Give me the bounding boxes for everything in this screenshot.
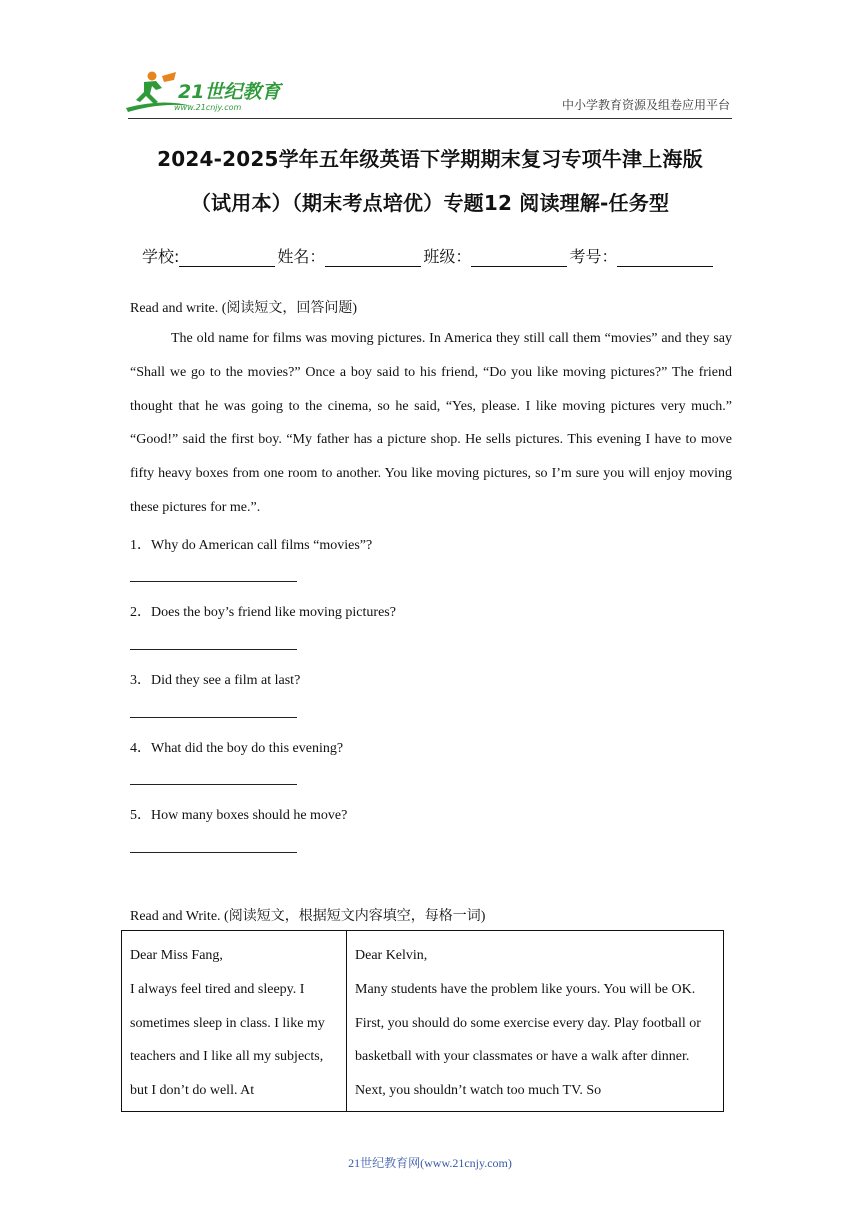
letter-right-body: Many students have the problem like yours. You will be OK. First, you should do some exercise every day. Play football or basketball with your classmates or have a walk after dinner. Next, you shouldn’t watch too much TV. So xyxy=(355,981,701,1099)
page-header xyxy=(0,0,860,126)
letter-left-cell xyxy=(122,931,347,1111)
answer-line-3[interactable] xyxy=(130,717,297,718)
school-blank[interactable] xyxy=(179,248,275,267)
class-blank[interactable] xyxy=(471,248,567,267)
name-label: 姓名： xyxy=(277,247,326,266)
letters-table xyxy=(121,930,724,1112)
question-5: 5．How many boxes should he move? xyxy=(130,808,348,823)
number-blank[interactable] xyxy=(617,248,713,267)
question-2: 2．Does the boy’s friend like moving pictures? xyxy=(130,605,396,620)
question-4: 4．What did the boy do this evening? xyxy=(130,741,344,756)
answer-line-2[interactable] xyxy=(130,649,297,650)
logo-21cnjy xyxy=(122,68,292,116)
school-label: 学校: xyxy=(142,247,180,266)
page-footer: 21世纪教育网(www.21cnjy.com) xyxy=(348,1156,512,1170)
logo-url: www.21cnjy.com xyxy=(174,103,242,112)
answer-line-1[interactable] xyxy=(130,581,297,582)
logo-flag-icon xyxy=(162,72,176,82)
platform-name: 中小学教育资源及组卷应用平台 xyxy=(561,98,730,112)
reading-passage: The old name for films was moving pictures. In America they still call them “movies” and they say “Shall we go to the movies?” Once a boy said to his friend, “Do you like moving pictures?” The friend thought that he was going to the cinema, so he said, “Yes, please. I like moving pictures very much.” “Good!” said the first boy. “My father has a picture shop. He sells pictures. This evening I have to move fifty heavy boxes from one room to another. You like moving pictures, so I’m sure you will enjoy moving these pictures for me.”. xyxy=(130,331,732,515)
letter-right-cell xyxy=(347,931,723,1111)
logo-text: 21世纪教育 xyxy=(178,81,281,103)
class-label: 班级： xyxy=(423,247,472,266)
letter-left-body: I always feel tired and sleepy. I sometimes sleep in class. I like my teachers and I like all my subjects, but I don’t do well. At xyxy=(130,981,325,1099)
name-blank[interactable] xyxy=(325,248,421,267)
question-3: 3．Did they see a film at last? xyxy=(130,673,301,688)
letter-left-greeting: Dear Miss Fang, xyxy=(130,948,223,963)
answer-line-4[interactable] xyxy=(130,784,297,785)
number-label: 考号： xyxy=(569,247,618,266)
question-1: 1．Why do American call films “movies”? xyxy=(130,538,373,553)
logo-runner-head-icon xyxy=(148,72,157,81)
document-title-line-2: （试用本）（期末考点培优）专题12 阅读理解-任务型 xyxy=(190,191,670,215)
section1-instruction: Read and write. (阅读短文，回答问题) xyxy=(130,301,358,316)
logo-runner-icon xyxy=(136,81,162,104)
document-title-line-1: 2024-2025学年五年级英语下学期期末复习专项牛津上海版 xyxy=(157,147,703,171)
answer-line-5[interactable] xyxy=(130,852,297,853)
header-rule xyxy=(128,118,732,119)
section2-instruction: Read and Write. (阅读短文，根据短文内容填空，每格一词) xyxy=(130,909,486,924)
student-info-row xyxy=(142,244,715,267)
letter-right-greeting: Dear Kelvin, xyxy=(355,948,428,963)
